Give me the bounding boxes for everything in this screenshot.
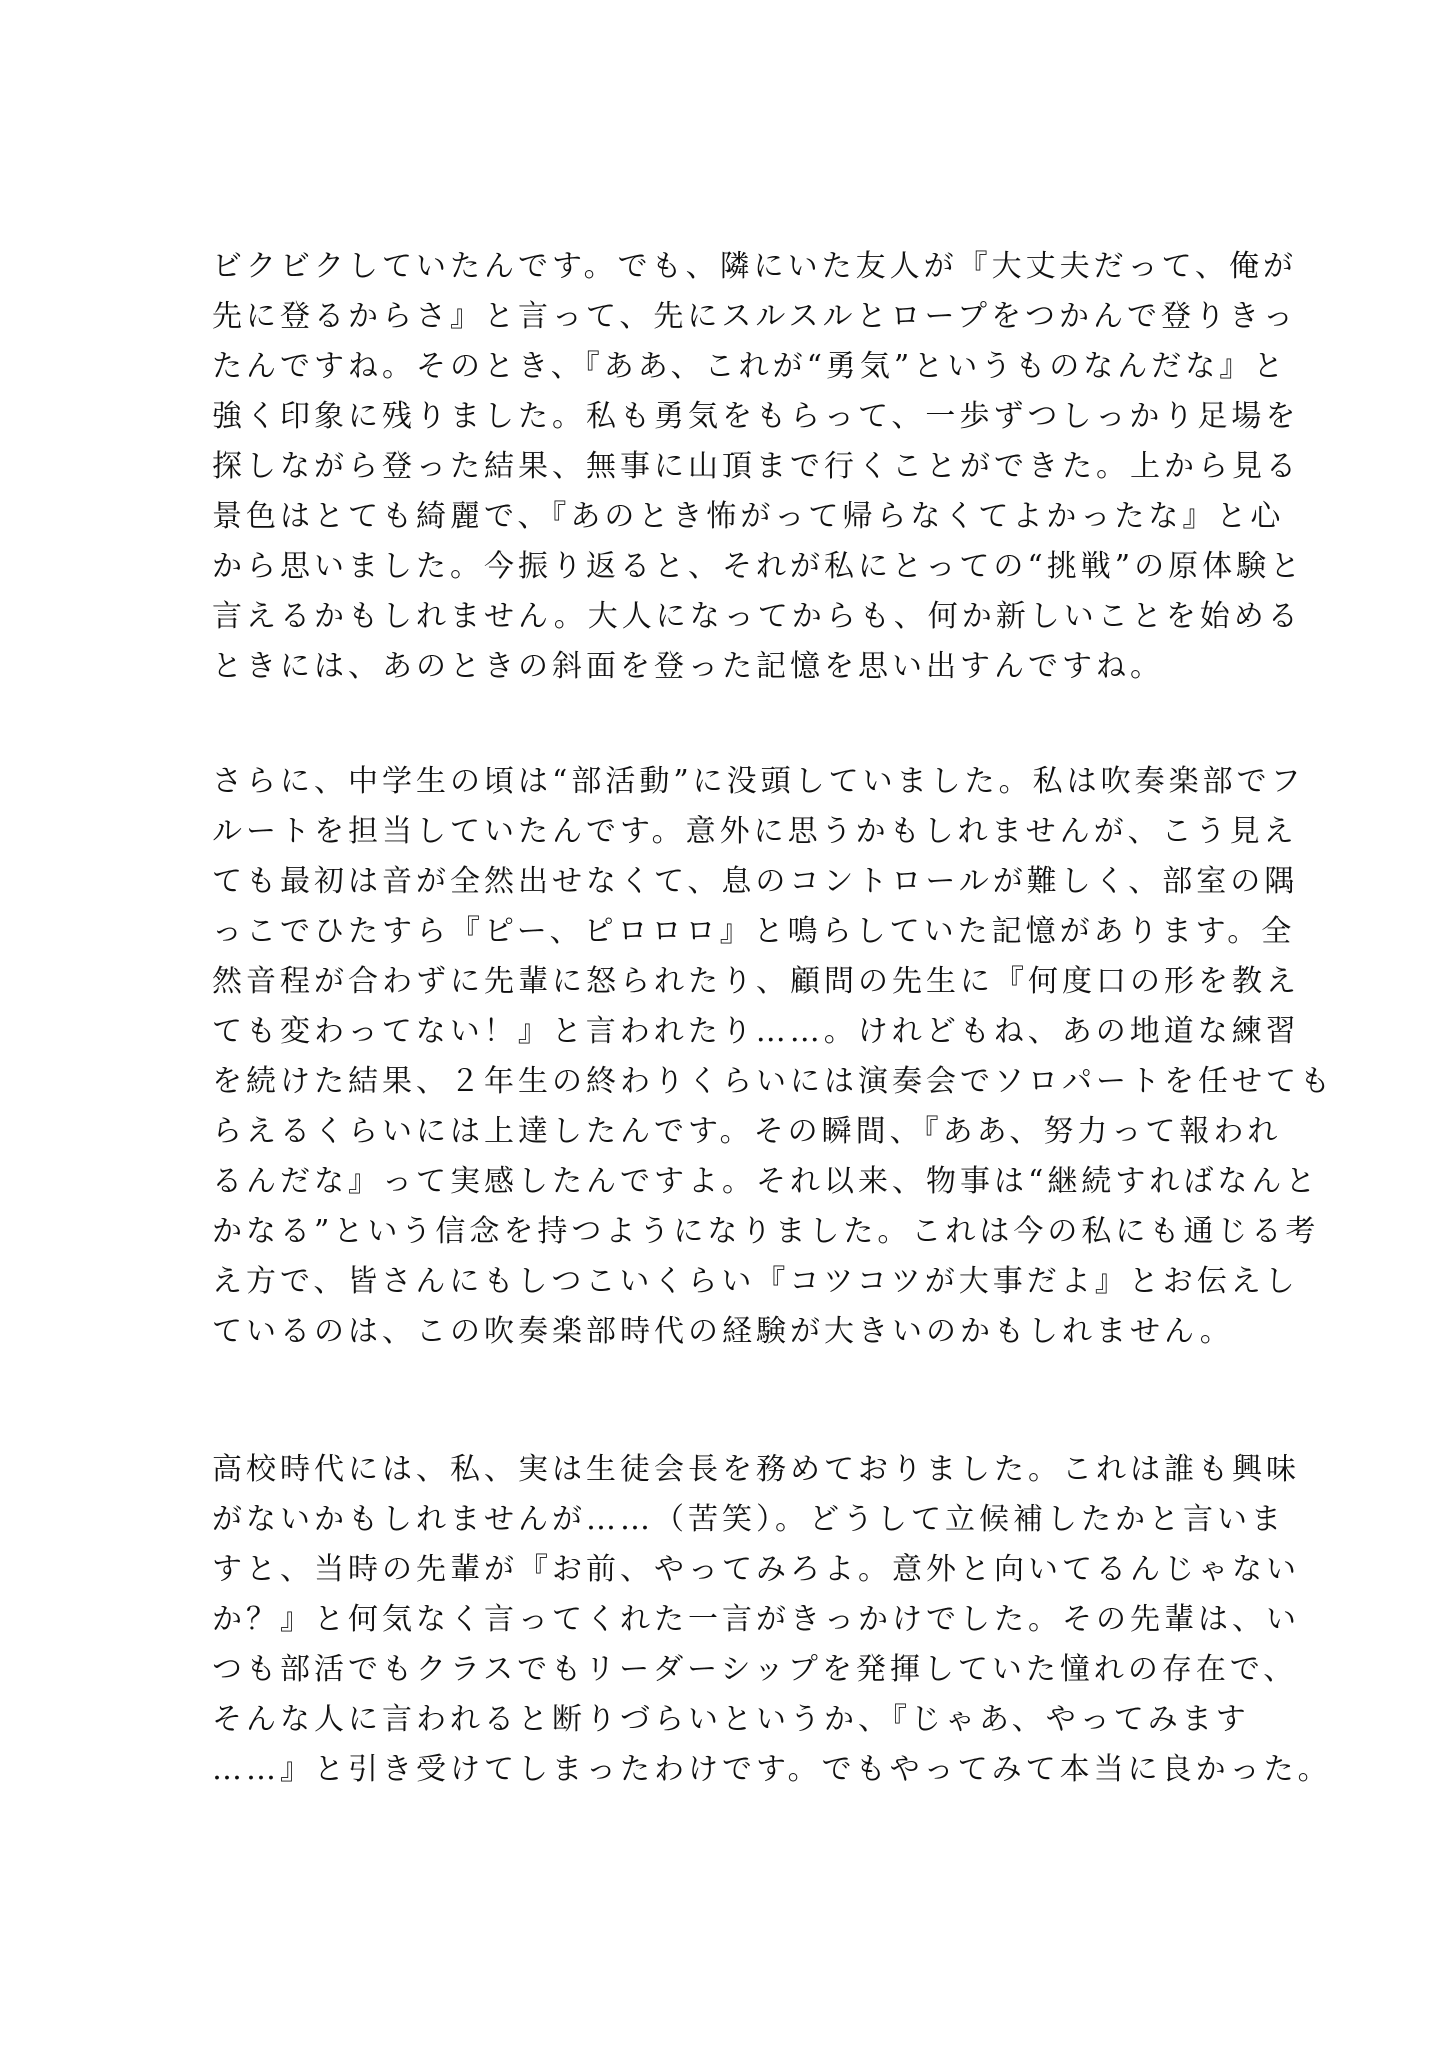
text-line: から思いました。今振り返ると、それが私にとっての“挑戦”の原体験と <box>212 549 1305 584</box>
text-line: ルートを担当していたんです。意外に思うかもしれませんが、こう見え <box>212 814 1298 849</box>
text-line: か？』と何気なく言ってくれた一言がきっかけでした。その先輩は、い <box>212 1602 1300 1637</box>
text-line: ても変わってない！』と言われたり……。けれどもね、あの地道な練習 <box>212 1014 1300 1049</box>
paragraph-student-council <box>212 1445 1332 1795</box>
text-line: 言えるかもしれません。大人になってからも、何か新しいことを始める <box>212 599 1302 634</box>
text-line: え方で、皆さんにもしつこいくらい『コツコツが大事だよ』とお伝えし <box>212 1264 1299 1299</box>
text-line: 先に登るからさ』と言って、先にスルスルとロープをつかんで登りきっ <box>212 299 1297 334</box>
text-line: ……』と引き受けてしまったわけです。でもやってみて本当に良かった。 <box>212 1752 1332 1787</box>
text-line: つも部活でもクラスでもリーダーシップを発揮していた憧れの存在で、 <box>212 1652 1298 1687</box>
text-line: 景色はとても綺麗で、『あのとき怖がって帰らなくてよかったな』と心 <box>212 499 1285 534</box>
text-line: がないかもしれませんが……（苦笑）。どうして立候補したかと言いま <box>212 1502 1285 1537</box>
text-line: 強く印象に残りました。私も勇気をもらって、一歩ずつしっかり足場を <box>212 399 1300 434</box>
text-line: さらに、中学生の頃は“部活動”に没頭していました。私は吹奏楽部でフ <box>212 764 1305 799</box>
text-line: 探しながら登った結果、無事に山頂まで行くことができた。上から見る <box>212 449 1300 484</box>
paragraph-brass-band <box>212 757 1334 1357</box>
text-line: 然音程が合わずに先輩に怒られたり、顧問の先生に『何度口の形を教え <box>212 964 1300 999</box>
text-line: を続けた結果、２年生の終わりくらいには演奏会でソロパートを任せても <box>212 1064 1334 1099</box>
text-line: っこでひたすら『ピー、ピロロロ』と鳴らしていた記憶があります。全 <box>212 914 1296 949</box>
paragraph-childhood-climb <box>212 242 1305 692</box>
text-line: るんだな』って実感したんですよ。それ以来、物事は“継続すればなんと <box>212 1164 1320 1199</box>
text-line: たんですね。そのとき、『ああ、これが“勇気”というものなんだな』と <box>212 349 1288 384</box>
text-line: ているのは、この吹奏楽部時代の経験が大きいのかもしれません。 <box>212 1314 1234 1349</box>
text-line: 高校時代には、私、実は生徒会長を務めておりました。これは誰も興味 <box>212 1452 1300 1487</box>
text-line: かなる”という信念を持つようになりました。これは今の私にも通じる考 <box>212 1214 1320 1249</box>
text-line: ても最初は音が全然出せなくて、息のコントロールが難しく、部室の隅 <box>212 864 1299 899</box>
text-line: ビクビクしていたんです。でも、隣にいた友人が『大丈夫だって、俺が <box>212 249 1297 284</box>
text-line: らえるくらいには上達したんです。その瞬間、『ああ、努力って報われ <box>212 1114 1282 1149</box>
text-line: ときには、あのときの斜面を登った記憶を思い出すんですね。 <box>212 649 1164 684</box>
text-line: すと、当時の先輩が『お前、やってみろよ。意外と向いてるんじゃない <box>212 1552 1300 1587</box>
text-line: そんな人に言われると断りづらいというか、『じゃあ、やってみます <box>212 1702 1250 1737</box>
